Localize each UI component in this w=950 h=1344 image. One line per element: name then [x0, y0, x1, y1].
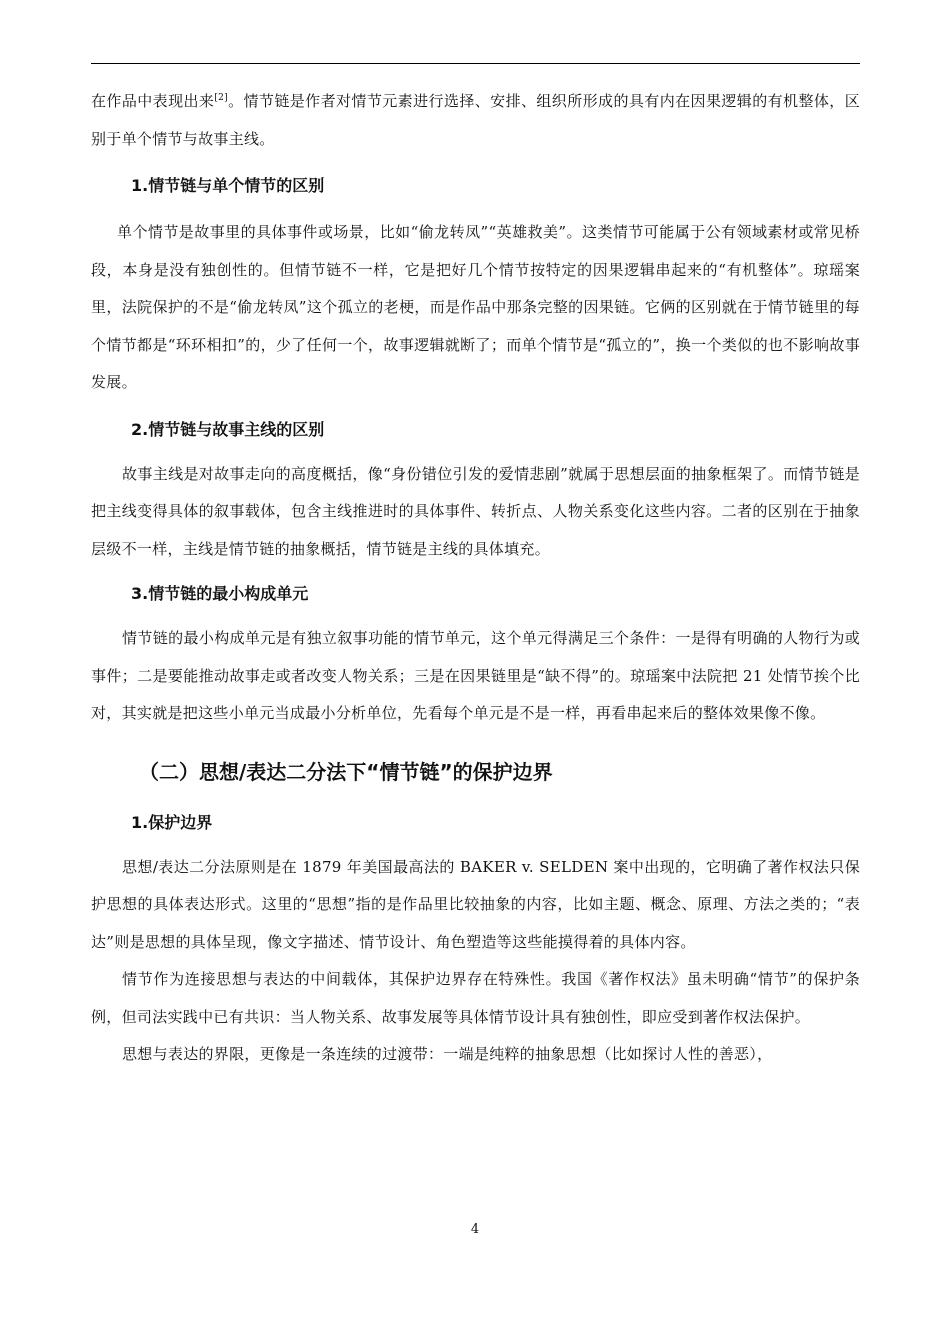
paragraph-b1: 思想/表达二分法原则是在 1879 年美国最高法的 BAKER v. SELDEN 案中出现的，它明确了著作权法只保护思想的具体表达形式。这里的“思想”指的是作品里比较抽象的内容，比如主题、概念、原理、方法之类的；“表达”则是思想的具体呈现，像文字描述、情节设计、角色塑造等这些能摸得着的具体内容。	[91, 857, 860, 951]
paragraph-b2: 情节作为连接思想与表达的中间载体，其保护边界存在特殊性。我国《著作权法》虽未明确“情节”的保护条例，但司法实践中已有共识：当人物关系、故事发展等具体情节设计具有独创性，即应受到著作权法保护。	[91, 970, 860, 1026]
intro-text-b: 。情节链是作者对情节元素进行选择、安排、组织所形成的具有内在因果逻辑的有机整体，区别于单个情节与故事主线。	[91, 92, 860, 148]
header-rule	[91, 63, 860, 64]
heading-2: 2.情节链与故事主线的区别	[131, 419, 325, 439]
paragraph-b3: 思想与表达的界限，更像是一条连续的过渡带：一端是纯粹的抽象思想（比如探讨人性的善恶），	[122, 1045, 773, 1063]
paragraph-3: 情节链的最小构成单元是有独立叙事功能的情节单元，这个单元得满足三个条件：一是得有明确的人物行为或事件；二是要能推动故事走或者改变人物关系；三是在因果链里是“缺不得”的。琼瑶案中法院把 21 处情节挨个比对，其实就是把这些小单元当成最小分析单位，先看每个单元是不是一样，再看串起来后的整体效果像不像。	[91, 629, 860, 722]
section-heading: （二）思想/表达二分法下“情节链”的保护边界	[139, 759, 553, 784]
page-body	[91, 83, 860, 1074]
intro-text-a: 在作品中表现出来	[91, 92, 215, 110]
heading-1: 1.情节链与单个情节的区别	[131, 176, 325, 195]
heading-3: 3.情节链的最小构成单元	[131, 584, 309, 603]
intro-paragraph	[91, 83, 860, 158]
paragraph-1: 单个情节是故事里的具体事件或场景，比如“偷龙转凤”“英雄救美”。这类情节可能属于公有领域素材或常见桥段，本身是没有独创性的。但情节链不一样，它是把好几个情节按特定的因果逻辑串起来的“有机整体”。琼瑶案里，法院保护的不是“偷龙转凤”这个孤立的老梗，而是作品中那条完整的因果链。它俩的区别就在于情节链里的每个情节都是“环环相扣”的，少了任何一个，故事逻辑就断了；而单个情节是“孤立的”，换一个类似的也不影响故事发展。	[91, 223, 860, 391]
paragraph-2: 故事主线是对故事走向的高度概括，像“身份错位引发的爱情悲剧”就属于思想层面的抽象框架了。而情节链是把主线变得具体的叙事载体，包含主线推进时的具体事件、转折点、人物关系变化这些内容。二者的区别在于抽象层级不一样，主线是情节链的抽象概括，情节链是主线的具体填充。	[91, 464, 860, 558]
page-number: 4	[470, 1222, 480, 1237]
heading-b1: 1.保护边界	[131, 812, 213, 832]
citation-superscript: [2]	[214, 93, 228, 103]
